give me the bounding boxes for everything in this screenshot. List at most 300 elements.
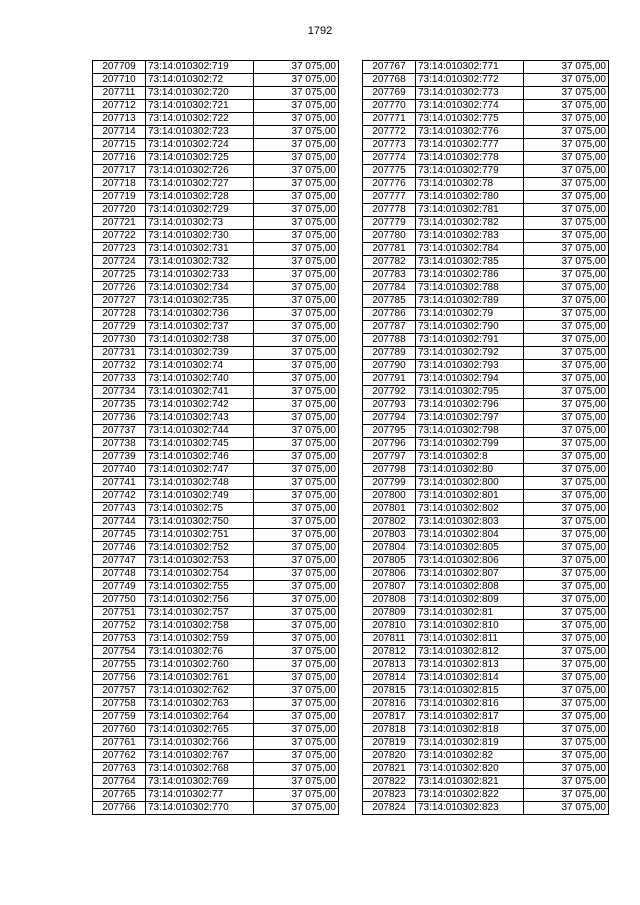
amount-cell: 37 075,00 [524,230,609,243]
table-row [93,711,339,724]
cadastral-number-cell: 73:14:010302:8 [416,451,524,464]
cadastral-number-cell: 73:14:010302:770 [146,802,254,815]
row-id-cell: 207813 [363,659,416,672]
amount-cell: 37 075,00 [524,438,609,451]
amount-cell: 37 075,00 [254,204,339,217]
row-id-cell: 207751 [93,607,146,620]
cadastral-number-cell: 73:14:010302:742 [146,399,254,412]
table-row [93,256,339,269]
table-row [93,217,339,230]
row-id-cell: 207747 [93,555,146,568]
amount-cell: 37 075,00 [254,87,339,100]
cadastral-number-cell: 73:14:010302:750 [146,516,254,529]
cadastral-number-cell: 73:14:010302:741 [146,386,254,399]
row-id-cell: 207736 [93,412,146,425]
cadastral-number-cell: 73:14:010302:76 [146,646,254,659]
amount-cell: 37 075,00 [254,334,339,347]
amount-cell: 37 075,00 [254,230,339,243]
amount-cell: 37 075,00 [254,763,339,776]
table-row [93,477,339,490]
cadastral-number-cell: 73:14:010302:804 [416,529,524,542]
row-id-cell: 207758 [93,698,146,711]
amount-cell: 37 075,00 [524,386,609,399]
cadastral-number-cell: 73:14:010302:74 [146,360,254,373]
row-id-cell: 207792 [363,386,416,399]
cadastral-number-cell: 73:14:010302:738 [146,334,254,347]
row-id-cell: 207778 [363,204,416,217]
cadastral-number-cell: 73:14:010302:817 [416,711,524,724]
cadastral-number-cell: 73:14:010302:785 [416,256,524,269]
row-id-cell: 207762 [93,750,146,763]
table-row [363,74,609,87]
row-id-cell: 207775 [363,165,416,178]
table-row [363,256,609,269]
cadastral-number-cell: 73:14:010302:727 [146,178,254,191]
amount-cell: 37 075,00 [524,620,609,633]
cadastral-number-cell: 73:14:010302:822 [416,789,524,802]
cadastral-number-cell: 73:14:010302:724 [146,139,254,152]
cadastral-number-cell: 73:14:010302:767 [146,750,254,763]
table-row [93,230,339,243]
cadastral-number-cell: 73:14:010302:758 [146,620,254,633]
cadastral-number-cell: 73:14:010302:768 [146,763,254,776]
table-row [93,451,339,464]
amount-cell: 37 075,00 [254,802,339,815]
amount-cell: 37 075,00 [254,685,339,698]
cadastral-number-cell: 73:14:010302:806 [416,555,524,568]
amount-cell: 37 075,00 [524,74,609,87]
row-id-cell: 207806 [363,568,416,581]
row-id-cell: 207790 [363,360,416,373]
row-id-cell: 207801 [363,503,416,516]
table-row [363,516,609,529]
amount-cell: 37 075,00 [524,360,609,373]
row-id-cell: 207789 [363,347,416,360]
amount-cell: 37 075,00 [524,477,609,490]
amount-cell: 37 075,00 [524,347,609,360]
amount-cell: 37 075,00 [254,373,339,386]
cadastral-number-cell: 73:14:010302:81 [416,607,524,620]
amount-cell: 37 075,00 [524,256,609,269]
amount-cell: 37 075,00 [254,698,339,711]
amount-cell: 37 075,00 [524,204,609,217]
table-row [93,516,339,529]
table-row [363,282,609,295]
amount-cell: 37 075,00 [524,87,609,100]
cadastral-number-cell: 73:14:010302:749 [146,490,254,503]
cadastral-number-cell: 73:14:010302:782 [416,217,524,230]
row-id-cell: 207771 [363,113,416,126]
amount-cell: 37 075,00 [254,659,339,672]
table-row [93,789,339,802]
table-row [363,776,609,789]
row-id-cell: 207732 [93,360,146,373]
cadastral-number-cell: 73:14:010302:807 [416,568,524,581]
row-id-cell: 207745 [93,529,146,542]
row-id-cell: 207753 [93,633,146,646]
table-row [93,763,339,776]
amount-cell: 37 075,00 [524,295,609,308]
row-id-cell: 207770 [363,100,416,113]
table-row [363,399,609,412]
row-id-cell: 207776 [363,178,416,191]
row-id-cell: 207786 [363,308,416,321]
cadastral-number-cell: 73:14:010302:793 [416,360,524,373]
amount-cell: 37 075,00 [524,750,609,763]
table-row [363,438,609,451]
row-id-cell: 207737 [93,425,146,438]
table-row [93,74,339,87]
cadastral-number-cell: 73:14:010302:73 [146,217,254,230]
row-id-cell: 207812 [363,646,416,659]
cadastral-number-cell: 73:14:010302:754 [146,568,254,581]
cadastral-number-cell: 73:14:010302:80 [416,464,524,477]
cadastral-number-cell: 73:14:010302:794 [416,373,524,386]
table-row [363,139,609,152]
cadastral-number-cell: 73:14:010302:751 [146,529,254,542]
table-row [93,334,339,347]
table-row [93,633,339,646]
table-row [93,282,339,295]
cadastral-number-cell: 73:14:010302:779 [416,165,524,178]
row-id-cell: 207787 [363,321,416,334]
table-row [93,802,339,815]
table-row [363,334,609,347]
amount-cell: 37 075,00 [254,516,339,529]
row-id-cell: 207734 [93,386,146,399]
table-row [93,568,339,581]
row-id-cell: 207821 [363,763,416,776]
table-row [363,321,609,334]
amount-cell: 37 075,00 [524,776,609,789]
row-id-cell: 207739 [93,451,146,464]
table-row [93,87,339,100]
cadastral-number-cell: 73:14:010302:771 [416,61,524,74]
amount-cell: 37 075,00 [254,490,339,503]
row-id-cell: 207817 [363,711,416,724]
amount-cell: 37 075,00 [524,685,609,698]
cadastral-number-cell: 73:14:010302:776 [416,126,524,139]
table-row [363,425,609,438]
row-id-cell: 207774 [363,152,416,165]
row-id-cell: 207823 [363,789,416,802]
table-row [93,165,339,178]
amount-cell: 37 075,00 [524,698,609,711]
table-row [363,451,609,464]
amount-cell: 37 075,00 [524,139,609,152]
amount-cell: 37 075,00 [254,360,339,373]
table-row [93,100,339,113]
row-id-cell: 207721 [93,217,146,230]
row-id-cell: 207727 [93,295,146,308]
cadastral-number-cell: 73:14:010302:816 [416,698,524,711]
amount-cell: 37 075,00 [254,243,339,256]
table-row [93,490,339,503]
amount-cell: 37 075,00 [524,243,609,256]
row-id-cell: 207731 [93,347,146,360]
table-row [363,737,609,750]
table-row [93,295,339,308]
table-row [93,542,339,555]
row-id-cell: 207726 [93,282,146,295]
table-row [363,386,609,399]
cadastral-number-cell: 73:14:010302:762 [146,685,254,698]
amount-cell: 37 075,00 [254,724,339,737]
cadastral-number-cell: 73:14:010302:801 [416,490,524,503]
table-row [93,178,339,191]
cadastral-number-cell: 73:14:010302:752 [146,542,254,555]
row-id-cell: 207824 [363,802,416,815]
cadastral-number-cell: 73:14:010302:78 [416,178,524,191]
table-row [363,464,609,477]
cadastral-number-cell: 73:14:010302:796 [416,399,524,412]
table-row [363,711,609,724]
row-id-cell: 207822 [363,776,416,789]
amount-cell: 37 075,00 [254,217,339,230]
table-row [363,113,609,126]
table-row [93,386,339,399]
amount-cell: 37 075,00 [254,61,339,74]
amount-cell: 37 075,00 [524,646,609,659]
table-row [93,529,339,542]
row-id-cell: 207743 [93,503,146,516]
row-id-cell: 207746 [93,542,146,555]
cadastral-number-cell: 73:14:010302:720 [146,87,254,100]
amount-cell: 37 075,00 [524,711,609,724]
table-row [93,646,339,659]
amount-cell: 37 075,00 [254,503,339,516]
cadastral-number-cell: 73:14:010302:775 [416,113,524,126]
cadastral-number-cell: 73:14:010302:783 [416,230,524,243]
amount-cell: 37 075,00 [524,607,609,620]
cadastral-number-cell: 73:14:010302:773 [416,87,524,100]
cadastral-number-cell: 73:14:010302:809 [416,594,524,607]
cadastral-number-cell: 73:14:010302:791 [416,334,524,347]
cadastral-number-cell: 73:14:010302:730 [146,230,254,243]
table-row [363,672,609,685]
amount-cell: 37 075,00 [524,61,609,74]
table-row [363,178,609,191]
cadastral-number-cell: 73:14:010302:734 [146,282,254,295]
amount-cell: 37 075,00 [524,516,609,529]
cadastral-number-cell: 73:14:010302:805 [416,542,524,555]
cadastral-number-cell: 73:14:010302:72 [146,74,254,87]
cadastral-number-cell: 73:14:010302:745 [146,438,254,451]
cadastral-number-cell: 73:14:010302:737 [146,321,254,334]
amount-cell: 37 075,00 [254,412,339,425]
cadastral-number-cell: 73:14:010302:784 [416,243,524,256]
row-id-cell: 207779 [363,217,416,230]
row-id-cell: 207805 [363,555,416,568]
cadastral-number-cell: 73:14:010302:764 [146,711,254,724]
amount-cell: 37 075,00 [524,152,609,165]
amount-cell: 37 075,00 [254,646,339,659]
table-row [363,568,609,581]
row-id-cell: 207798 [363,464,416,477]
row-id-cell: 207796 [363,438,416,451]
table-row [363,412,609,425]
cadastral-number-cell: 73:14:010302:795 [416,386,524,399]
table-row [93,204,339,217]
table-row [363,607,609,620]
table-row [93,750,339,763]
row-id-cell: 207772 [363,126,416,139]
cadastral-number-cell: 73:14:010302:766 [146,737,254,750]
row-id-cell: 207754 [93,646,146,659]
cadastral-number-cell: 73:14:010302:739 [146,347,254,360]
row-id-cell: 207756 [93,672,146,685]
registry-table-right [362,60,609,815]
row-id-cell: 207711 [93,87,146,100]
row-id-cell: 207764 [93,776,146,789]
row-id-cell: 207748 [93,568,146,581]
row-id-cell: 207740 [93,464,146,477]
amount-cell: 37 075,00 [254,633,339,646]
cadastral-number-cell: 73:14:010302:780 [416,191,524,204]
row-id-cell: 207741 [93,477,146,490]
cadastral-number-cell: 73:14:010302:731 [146,243,254,256]
amount-cell: 37 075,00 [254,74,339,87]
cadastral-number-cell: 73:14:010302:759 [146,633,254,646]
row-id-cell: 207729 [93,321,146,334]
amount-cell: 37 075,00 [254,425,339,438]
table-row [363,230,609,243]
table-row [363,698,609,711]
amount-cell: 37 075,00 [254,399,339,412]
table-row [363,269,609,282]
row-id-cell: 207784 [363,282,416,295]
row-id-cell: 207819 [363,737,416,750]
row-id-cell: 207773 [363,139,416,152]
cadastral-number-cell: 73:14:010302:797 [416,412,524,425]
amount-cell: 37 075,00 [254,607,339,620]
amount-cell: 37 075,00 [524,321,609,334]
table-row [93,594,339,607]
amount-cell: 37 075,00 [524,802,609,815]
amount-cell: 37 075,00 [524,451,609,464]
row-id-cell: 207782 [363,256,416,269]
row-id-cell: 207803 [363,529,416,542]
row-id-cell: 207791 [363,373,416,386]
amount-cell: 37 075,00 [254,139,339,152]
cadastral-number-cell: 73:14:010302:800 [416,477,524,490]
amount-cell: 37 075,00 [524,399,609,412]
cadastral-number-cell: 73:14:010302:82 [416,750,524,763]
table-row [363,490,609,503]
cadastral-number-cell: 73:14:010302:755 [146,581,254,594]
row-id-cell: 207777 [363,191,416,204]
table-row [363,477,609,490]
table-row [363,646,609,659]
row-id-cell: 207800 [363,490,416,503]
amount-cell: 37 075,00 [524,269,609,282]
row-id-cell: 207814 [363,672,416,685]
row-id-cell: 207725 [93,269,146,282]
cadastral-number-cell: 73:14:010302:722 [146,113,254,126]
table-row [363,165,609,178]
amount-cell: 37 075,00 [524,191,609,204]
cadastral-number-cell: 73:14:010302:753 [146,555,254,568]
amount-cell: 37 075,00 [524,165,609,178]
cadastral-number-cell: 73:14:010302:818 [416,724,524,737]
cadastral-number-cell: 73:14:010302:725 [146,152,254,165]
row-id-cell: 207724 [93,256,146,269]
cadastral-number-cell: 73:14:010302:821 [416,776,524,789]
table-row [93,672,339,685]
cadastral-number-cell: 73:14:010302:736 [146,308,254,321]
amount-cell: 37 075,00 [524,126,609,139]
table-row [93,243,339,256]
cadastral-number-cell: 73:14:010302:815 [416,685,524,698]
table-row [363,360,609,373]
row-id-cell: 207719 [93,191,146,204]
table-row [93,724,339,737]
row-id-cell: 207780 [363,230,416,243]
table-row [93,399,339,412]
amount-cell: 37 075,00 [254,282,339,295]
table-row [363,295,609,308]
row-id-cell: 207757 [93,685,146,698]
amount-cell: 37 075,00 [254,100,339,113]
amount-cell: 37 075,00 [254,165,339,178]
row-id-cell: 207733 [93,373,146,386]
amount-cell: 37 075,00 [254,438,339,451]
table-row [93,152,339,165]
table-row [93,373,339,386]
row-id-cell: 207769 [363,87,416,100]
cadastral-number-cell: 73:14:010302:721 [146,100,254,113]
cadastral-number-cell: 73:14:010302:77 [146,789,254,802]
row-id-cell: 207807 [363,581,416,594]
cadastral-number-cell: 73:14:010302:75 [146,503,254,516]
row-id-cell: 207768 [363,74,416,87]
table-row [93,308,339,321]
cadastral-number-cell: 73:14:010302:802 [416,503,524,516]
table-row [363,763,609,776]
table-row [93,685,339,698]
row-id-cell: 207714 [93,126,146,139]
cadastral-number-cell: 73:14:010302:769 [146,776,254,789]
row-id-cell: 207820 [363,750,416,763]
table-row [93,269,339,282]
amount-cell: 37 075,00 [254,178,339,191]
cadastral-number-cell: 73:14:010302:735 [146,295,254,308]
cadastral-number-cell: 73:14:010302:79 [416,308,524,321]
table-row [363,633,609,646]
cadastral-number-cell: 73:14:010302:789 [416,295,524,308]
table-row [93,425,339,438]
amount-cell: 37 075,00 [524,373,609,386]
cadastral-number-cell: 73:14:010302:748 [146,477,254,490]
row-id-cell: 207755 [93,659,146,672]
table-row [93,659,339,672]
row-id-cell: 207808 [363,594,416,607]
table-row [363,243,609,256]
amount-cell: 37 075,00 [254,451,339,464]
amount-cell: 37 075,00 [524,737,609,750]
amount-cell: 37 075,00 [254,555,339,568]
table-row [93,620,339,633]
row-id-cell: 207738 [93,438,146,451]
table-row [363,373,609,386]
table-row [363,87,609,100]
amount-cell: 37 075,00 [524,672,609,685]
table-row [363,750,609,763]
cadastral-number-cell: 73:14:010302:813 [416,659,524,672]
amount-cell: 37 075,00 [524,100,609,113]
amount-cell: 37 075,00 [254,737,339,750]
table-row [93,321,339,334]
